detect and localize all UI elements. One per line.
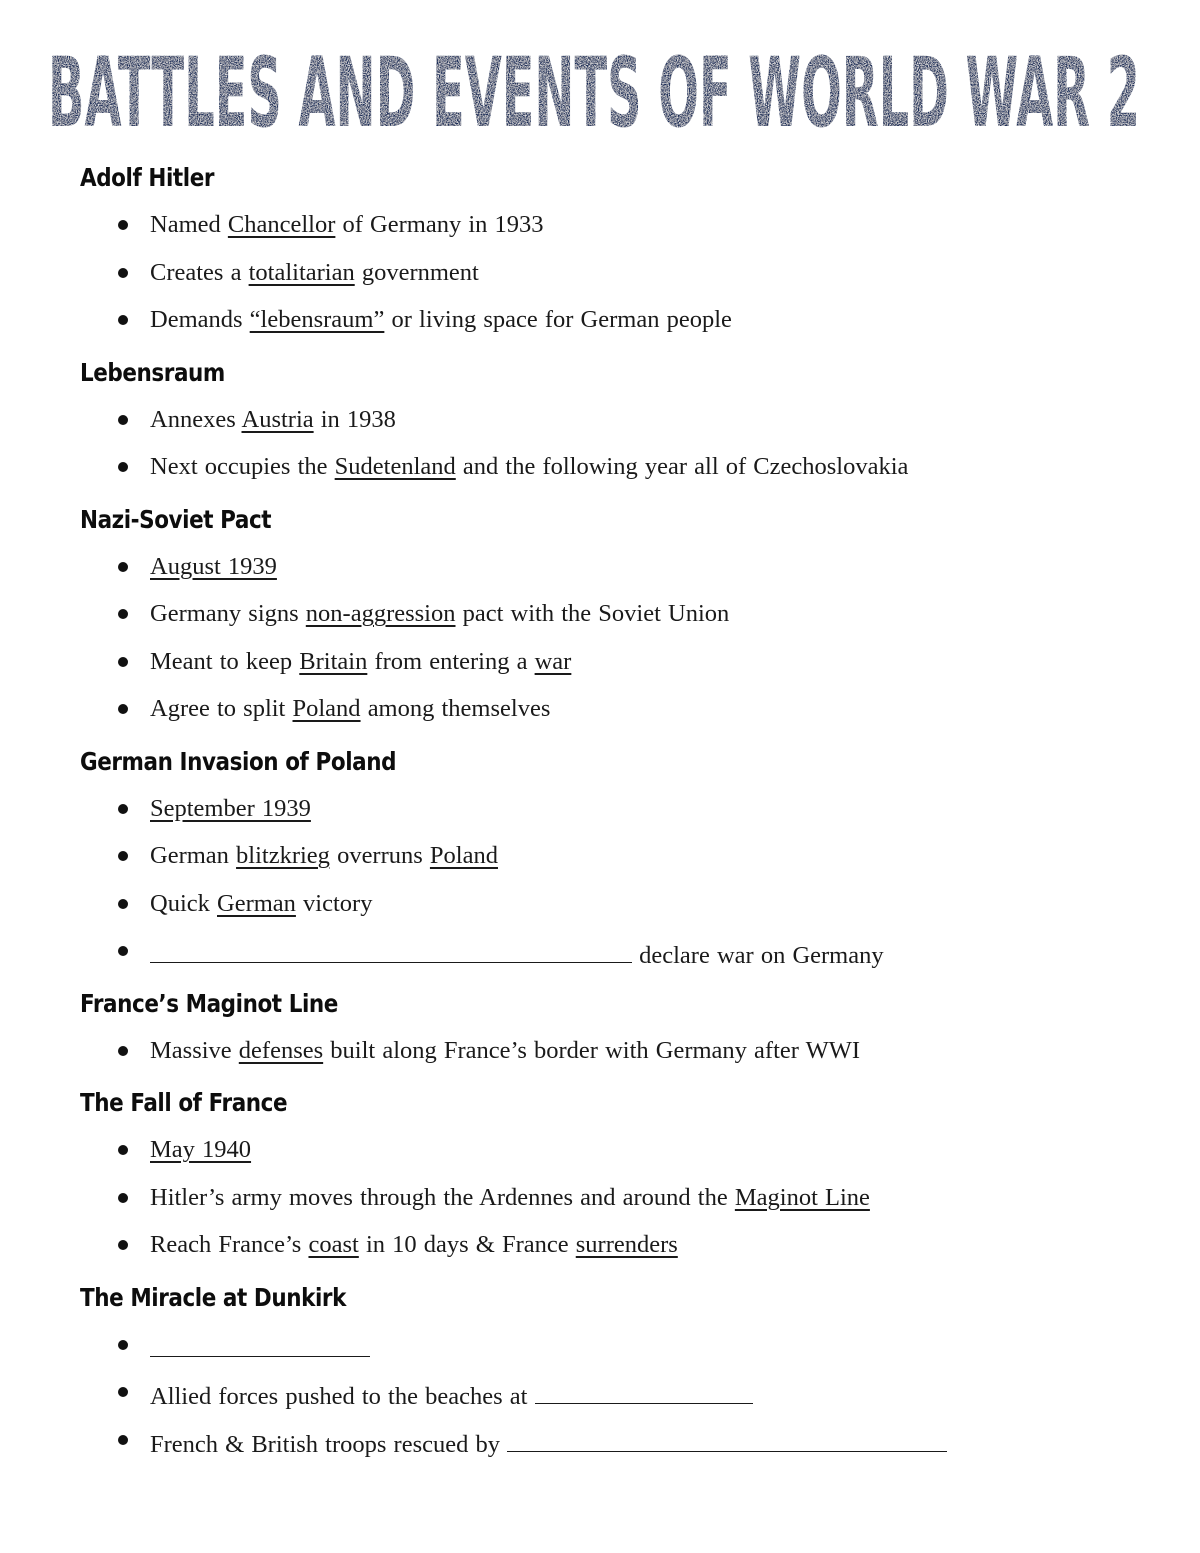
section — [80, 500, 1140, 742]
bullet-text: declare war on Germany — [632, 942, 884, 969]
section — [80, 353, 1140, 500]
bullet-item — [80, 1330, 1140, 1378]
bullet-text: French & British troops rescued by — [150, 1430, 508, 1458]
bullet-text: among themselves — [360, 695, 551, 722]
bullet-item — [80, 1230, 1140, 1278]
key-term: blitzkrieg — [236, 842, 330, 869]
bullet-text: government — [354, 258, 479, 286]
bullet-text: Allied forces pushed to the beaches at — [150, 1383, 535, 1410]
key-term: Austria — [241, 405, 314, 433]
bullet-text: overruns — [329, 842, 430, 869]
bullet-item — [80, 1135, 1140, 1183]
key-term: war — [534, 647, 572, 675]
section — [80, 158, 1140, 353]
bullet-text: Named — [150, 211, 228, 238]
key-term: German — [217, 889, 296, 917]
fill-in-blank[interactable] — [150, 936, 632, 963]
bullet-text: from entering a — [367, 647, 535, 675]
bullet-text: Reach France’s — [150, 1231, 309, 1258]
section — [80, 742, 1140, 984]
bullet-item — [80, 552, 1140, 600]
bullet-text: in 10 days & France — [358, 1231, 576, 1258]
bullet-item — [80, 1036, 1140, 1084]
bullet-text: Hitler’s army moves through the Ardennes and around the — [150, 1183, 735, 1211]
section-heading: Lebensraum — [80, 357, 225, 387]
key-term: surrenders — [575, 1231, 678, 1258]
section — [80, 1083, 1140, 1278]
bullet-item — [80, 1183, 1140, 1231]
bullet-text: Annexes — [150, 405, 242, 433]
fill-in-blank[interactable] — [507, 1425, 947, 1452]
fill-in-blank[interactable] — [535, 1377, 753, 1404]
key-term: totalitarian — [248, 258, 355, 286]
page-title-graphic — [44, 40, 1144, 136]
bullet-text: in 1938 — [313, 405, 396, 433]
bullet-text: Meant to keep — [150, 647, 300, 675]
bullet-list — [80, 1135, 1140, 1278]
bullet-list — [80, 1330, 1140, 1473]
bullet-item — [80, 794, 1140, 842]
key-term: Poland — [429, 842, 498, 869]
bullet-text: Massive — [150, 1036, 239, 1064]
key-term: coast — [308, 1231, 359, 1258]
bullet-item — [80, 452, 1140, 500]
key-term: September 1939 — [150, 794, 311, 822]
bullet-item — [80, 210, 1140, 258]
bullet-list — [80, 1036, 1140, 1084]
bullet-item — [80, 889, 1140, 937]
bullet-item — [80, 405, 1140, 453]
bullet-text: Agree to split — [150, 695, 293, 722]
key-term: August 1939 — [150, 552, 277, 580]
bullet-text: pact with the Soviet Union — [455, 600, 730, 627]
bullet-text: and the following year all of Czechoslovakia — [455, 453, 909, 480]
bullet-list — [80, 794, 1140, 984]
page-title — [44, 40, 1144, 136]
bullet-item — [80, 305, 1140, 353]
key-term: Chancellor — [227, 211, 336, 238]
bullet-item — [80, 1425, 1140, 1473]
section — [80, 1278, 1140, 1473]
key-term: non-aggression — [305, 600, 456, 627]
key-term: May 1940 — [150, 1136, 252, 1163]
bullet-item — [80, 647, 1140, 695]
bullet-item — [80, 599, 1140, 647]
key-term: defenses — [238, 1036, 324, 1064]
section — [80, 984, 1140, 1084]
bullet-text: Next occupies the — [150, 453, 335, 480]
bullet-text: or living space for German people — [384, 306, 732, 333]
key-term: “lebensraum” — [249, 306, 385, 333]
section-heading: The Fall of France — [80, 1088, 288, 1117]
page-title-text: BATTLES AND EVENTS OF WORLD WAR 2 — [48, 40, 1140, 136]
bullet-item — [80, 1377, 1140, 1425]
worksheet-body — [80, 158, 1140, 1472]
bullet-item — [80, 936, 1140, 984]
key-term: Sudetenland — [334, 453, 456, 480]
key-term: Britain — [299, 647, 368, 675]
bullet-text: of Germany in 1933 — [335, 211, 544, 238]
section-heading: Adolf Hitler — [80, 163, 215, 192]
bullet-text: German — [150, 842, 237, 869]
bullet-text: built along France’s border with Germany after WWI — [323, 1036, 860, 1064]
bullet-list — [80, 405, 1140, 500]
bullet-list — [80, 552, 1140, 742]
section-heading: France’s Maginot Line — [80, 988, 338, 1018]
bullet-item — [80, 258, 1140, 306]
key-term: Poland — [292, 695, 361, 722]
bullet-text: victory — [295, 889, 373, 917]
bullet-item — [80, 694, 1140, 742]
bullet-text: Creates a — [150, 258, 249, 286]
fill-in-blank[interactable] — [150, 1330, 370, 1357]
bullet-text: Demands — [150, 306, 250, 333]
section-heading: Nazi-Soviet Pact — [80, 504, 272, 534]
section-heading: The Miracle at Dunkirk — [80, 1282, 346, 1312]
bullet-list — [80, 210, 1140, 353]
bullet-item — [80, 841, 1140, 889]
bullet-text: Quick — [150, 889, 217, 917]
bullet-text: Germany signs — [150, 600, 306, 627]
section-heading: German Invasion of Poland — [80, 746, 397, 776]
key-term: Maginot Line — [734, 1183, 870, 1211]
